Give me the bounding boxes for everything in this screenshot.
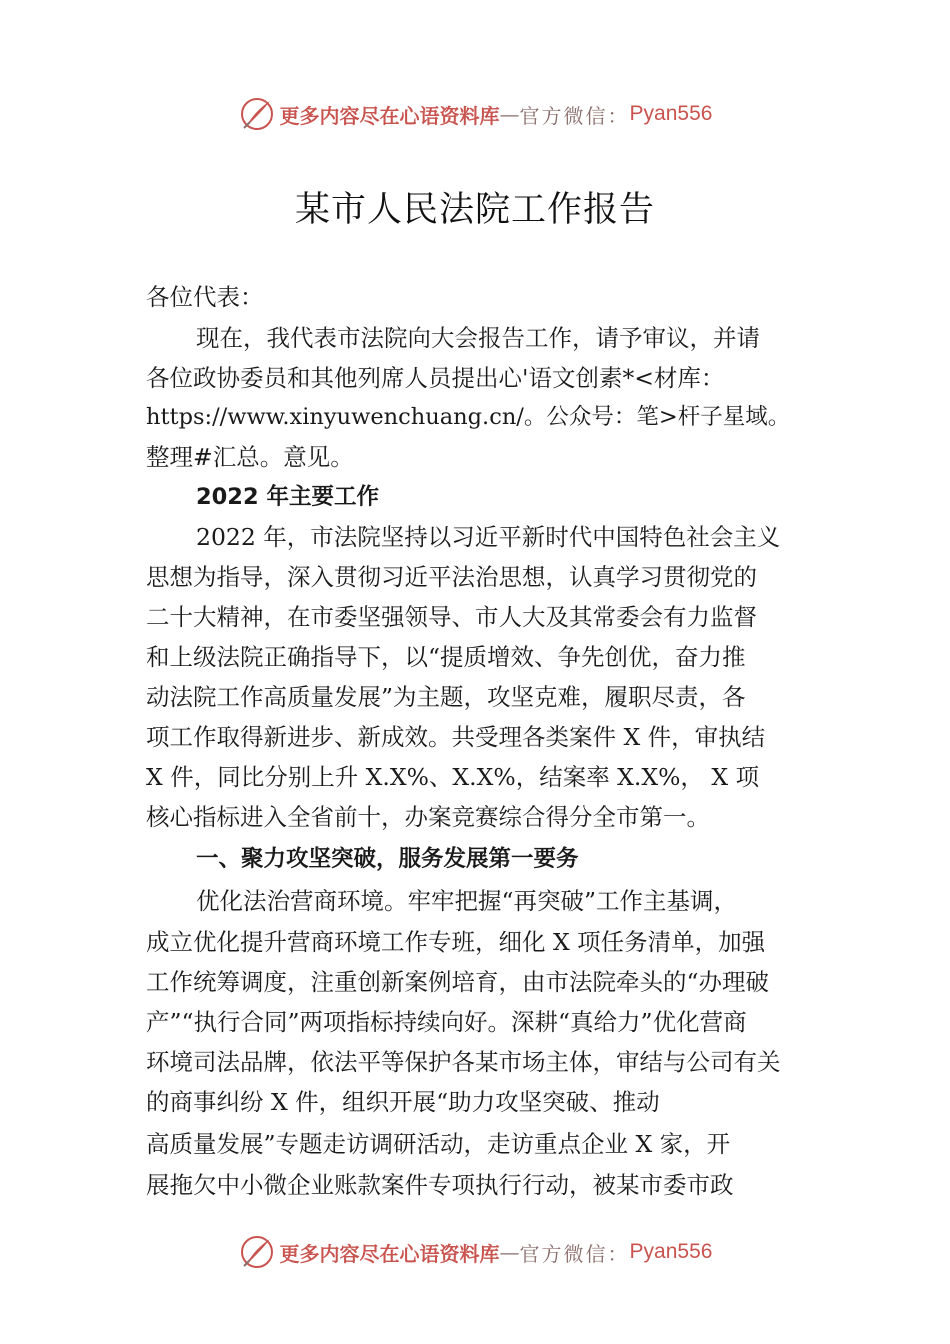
body-line: 高质量发展”专题走访调研活动，走访重点企业 X 家，开 — [146, 1130, 731, 1158]
quill-logo-icon — [238, 95, 276, 133]
body-line: X 件，同比分别上升 X.X%、X.X%，结案率 X.X%， X 项 — [146, 763, 760, 791]
body-line: 各位政协委员和其他列席人员提出心'语文创素*<材库： — [146, 364, 725, 392]
banner-text: 更多内容尽在心语资料库 — [279, 103, 500, 128]
body-line: 现在，我代表市法院向大会报告工作，请予审议，并请 — [196, 324, 760, 352]
section-heading: 2022 年主要工作 — [196, 484, 379, 510]
body-line: 成立优化提升营商环境工作专班，细化 X 项任务清单，加强 — [146, 928, 766, 956]
salutation: 各位代表： — [146, 283, 264, 311]
section-heading: 一、聚力攻坚突破，服务发展第一要务 — [196, 846, 579, 872]
banner-wechat-label: 官方微信： — [519, 103, 630, 128]
banner-separator: — — [499, 1240, 520, 1264]
body-line: 产”“执行合同”两项指标持续向好。深耕“真给力”优化营商 — [146, 1008, 747, 1036]
body-line: 思想为指导，深入贯彻习近平法治思想，认真学习贯彻党的 — [146, 563, 757, 591]
quill-logo-icon — [238, 1233, 276, 1271]
body-line: 展拖欠中小微企业账款案件专项执行行动，被某市委市政 — [146, 1171, 734, 1199]
banner-separator: — — [499, 102, 520, 126]
body-line: 和上级法院正确指导下，以“提质增效、争先创优，奋力推 — [146, 643, 746, 671]
banner-wechat-id: Pyan556 — [629, 102, 713, 125]
banner-wechat-label: 官方微信： — [519, 1241, 630, 1266]
header-banner — [0, 94, 950, 134]
body-line: 优化法治营商环境。牢牢把握“再突破”工作主基调， — [196, 887, 738, 915]
page-title: 某市人民法院工作报告 — [294, 190, 655, 230]
body-line: 二十大精神，在市委坚强领导、市人大及其常委会有力监督 — [146, 603, 757, 631]
footer-banner — [0, 1232, 950, 1272]
body-line: 核心指标进入全省前十，办案竞赛综合得分全市第一。 — [146, 803, 710, 831]
body-line: 工作统筹调度，注重创新案例培育，由市法院牵头的“办理破 — [146, 968, 770, 996]
body-line: 动法院工作高质量发展”为主题，攻坚克难，履职尽责，各 — [146, 683, 746, 711]
body-line: 整理#汇总。意见。 — [146, 443, 354, 471]
body-line: 环境司法品牌，依法平等保护各某市场主体，审结与公司有关 — [146, 1048, 781, 1076]
banner-wechat-id: Pyan556 — [629, 1240, 713, 1263]
body-line: 的商事纠纷 X 件，组织开展“助力攻坚突破、推动 — [146, 1088, 660, 1116]
banner-text: 更多内容尽在心语资料库 — [279, 1241, 500, 1266]
body-line: 项工作取得新进步、新成效。共受理各类案件 X 件，审执结 — [146, 723, 766, 751]
body-line: https://www.xinyuwenchuang.cn/。公众号：笔>杆子星域。 — [146, 404, 791, 430]
body-line: 2022 年，市法院坚持以习近平新时代中国特色社会主义 — [196, 523, 781, 551]
